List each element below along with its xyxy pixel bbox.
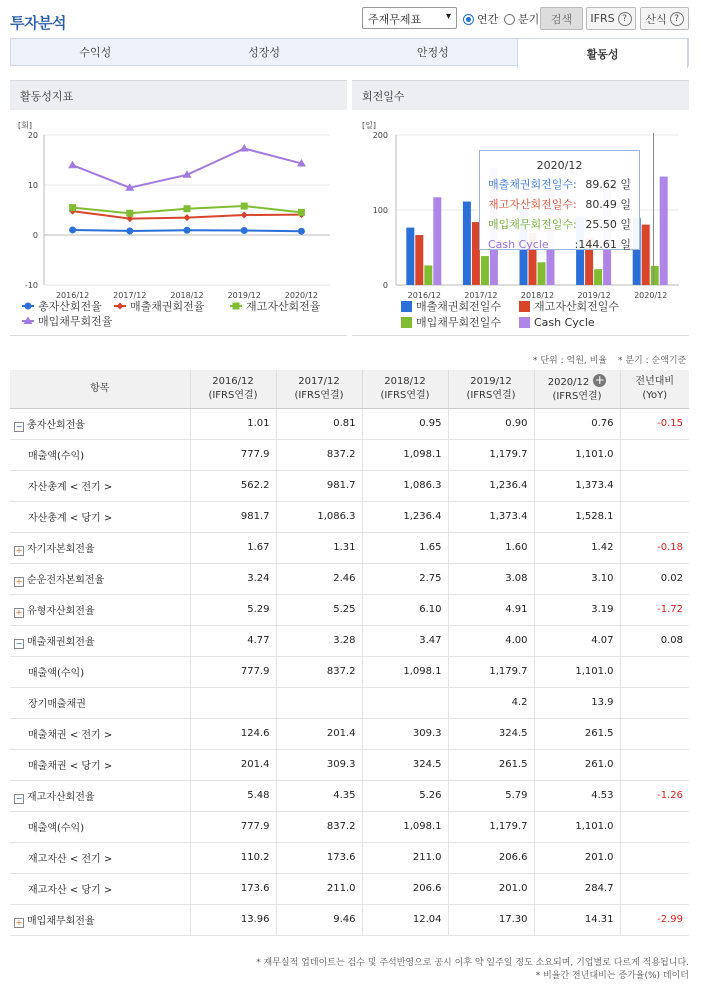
legend-label: 재고자산회전율	[246, 300, 321, 313]
row-label[interactable]: − 총자산회전율	[10, 408, 190, 439]
row-label[interactable]: + 순운전자본회전율	[10, 563, 190, 594]
row-label: 재고자산 < 전기 >	[10, 842, 190, 873]
table-header-row	[10, 370, 689, 408]
y-tick-label: 0	[32, 231, 38, 240]
tab-activity[interactable]: 활동성	[517, 39, 688, 68]
data-point	[184, 214, 191, 221]
data-point	[184, 227, 191, 234]
table-row	[10, 687, 689, 718]
table-row	[10, 501, 689, 532]
value-cell: 5.25	[276, 594, 362, 625]
legend-swatch	[519, 301, 530, 312]
data-point	[240, 144, 249, 152]
footnote-update: * 재무실적 업데이트는 검수 및 주석반영으로 공시 이후 약 일주일 정도 소요되며, 기업별로 다르게 적용됩니다.	[256, 958, 689, 968]
legend-marker	[25, 303, 32, 310]
value-cell: 777.9	[190, 439, 276, 470]
table-row	[10, 625, 689, 656]
value-cell: 777.9	[190, 811, 276, 842]
footnote-yoy: * 비율간 전년대비는 증가율(%) 데이터	[535, 971, 689, 981]
x-tick-label: 2017/12	[464, 291, 498, 300]
value-cell: 261.5	[448, 749, 534, 780]
value-cell: 211.0	[362, 842, 448, 873]
x-tick-label: 2018/12	[520, 291, 555, 300]
value-cell: 4.2	[448, 687, 534, 718]
value-cell: 837.2	[276, 439, 362, 470]
value-cell: 1.60	[448, 532, 534, 563]
statement-select[interactable]	[362, 7, 457, 29]
tab-bar	[10, 38, 689, 66]
panel-title: 회전일수	[352, 80, 689, 110]
formula-label: 산식	[645, 12, 667, 26]
row-label[interactable]: − 매출채권회전율	[10, 625, 190, 656]
legend-label: 매출채권회전율	[130, 300, 205, 313]
radio-annual[interactable]	[463, 11, 498, 27]
tooltip-label: 매출채권회전일수:	[488, 178, 577, 191]
value-cell: 3.10	[534, 563, 620, 594]
value-cell: 5.26	[362, 780, 448, 811]
yoy-cell	[620, 873, 689, 904]
tooltip-value: 89.62 일	[585, 178, 631, 191]
yoy-cell: -0.15	[620, 408, 689, 439]
value-cell: 309.3	[362, 718, 448, 749]
bar	[415, 235, 423, 285]
bar	[433, 197, 441, 285]
value-cell: 1.42	[534, 532, 620, 563]
value-cell: 1,373.4	[448, 501, 534, 532]
value-cell: 3.08	[448, 563, 534, 594]
value-cell: 9.46	[276, 904, 362, 935]
help-icon: ?	[618, 12, 632, 26]
tooltip-row	[488, 235, 631, 255]
data-point	[241, 212, 248, 219]
data-point	[184, 205, 191, 212]
value-cell: 14.31	[534, 904, 620, 935]
data-point	[68, 161, 77, 169]
value-cell: 1.01	[190, 408, 276, 439]
value-cell: 13.9	[534, 687, 620, 718]
tooltip-row	[488, 215, 631, 235]
value-cell: 837.2	[276, 656, 362, 687]
tooltip-row	[488, 195, 631, 215]
table-row	[10, 873, 689, 904]
table-row	[10, 408, 689, 439]
table-row	[10, 718, 689, 749]
value-cell: 3.47	[362, 625, 448, 656]
row-label: 장기매출채권	[10, 687, 190, 718]
legend-label: 매입채무회전율	[38, 315, 113, 328]
value-cell: 4.91	[448, 594, 534, 625]
bar	[481, 256, 489, 285]
row-label[interactable]: + 매입채무회전율	[10, 904, 190, 935]
value-cell: 5.79	[448, 780, 534, 811]
value-cell: 2.75	[362, 563, 448, 594]
value-cell: 5.48	[190, 780, 276, 811]
row-label: 매출액(수익)	[10, 811, 190, 842]
tooltip-value: :144.61 일	[574, 238, 631, 251]
value-cell: 324.5	[448, 718, 534, 749]
data-point	[298, 209, 305, 216]
y-tick-label: 20	[27, 131, 38, 140]
ifrs-label: IFRS	[590, 12, 615, 25]
table-row	[10, 439, 689, 470]
help-icon: ?	[670, 12, 684, 26]
value-cell: 981.7	[190, 501, 276, 532]
value-cell: 3.28	[276, 625, 362, 656]
value-cell: 1,528.1	[534, 501, 620, 532]
chevron-down-icon: ▾	[445, 11, 451, 22]
bar	[424, 265, 432, 285]
value-cell: 837.2	[276, 811, 362, 842]
value-cell: 981.7	[276, 470, 362, 501]
column-header: 2020/12 + (IFRS연결)	[534, 370, 620, 408]
x-tick-label: 2019/12	[577, 291, 611, 300]
legend-label: 총자산회전율	[38, 300, 102, 313]
x-tick-label: 2020/12	[634, 291, 668, 300]
value-cell: 4.53	[534, 780, 620, 811]
yoy-cell: 0.08	[620, 625, 689, 656]
value-cell: 284.7	[534, 873, 620, 904]
value-cell: 211.0	[276, 873, 362, 904]
legend-label: 매출채권회전일수	[416, 300, 502, 313]
bar	[406, 228, 414, 285]
value-cell	[276, 687, 362, 718]
column-header: 항목	[10, 370, 190, 408]
formula-help-button[interactable]	[640, 7, 689, 30]
activity-chart-panel	[10, 80, 347, 336]
x-tick-label: 2016/12	[55, 291, 90, 300]
value-cell: 4.35	[276, 780, 362, 811]
column-header: 전년대비 (YoY)	[620, 370, 689, 408]
row-label: 매출채권 < 전기 >	[10, 718, 190, 749]
bar	[538, 262, 546, 285]
value-cell: 1,236.4	[362, 501, 448, 532]
x-tick-label: 2020/12	[284, 291, 319, 300]
x-tick-label: 2018/12	[170, 291, 204, 300]
table-row	[10, 594, 689, 625]
tooltip-title: 2020/12	[536, 159, 583, 172]
radio-unchecked-icon	[504, 14, 515, 25]
yoy-cell	[620, 811, 689, 842]
column-header: 2016/12 (IFRS연결)	[190, 370, 276, 408]
value-cell: 201.0	[534, 842, 620, 873]
row-label: 재고자산 < 당기 >	[10, 873, 190, 904]
legend-label: 매입채무회전일수	[416, 316, 502, 329]
row-label: 자산총계 < 당기 >	[10, 501, 190, 532]
tooltip-value: 80.49 일	[585, 198, 631, 211]
data-point	[69, 226, 76, 233]
tab-profitability[interactable]: 수익성	[79, 46, 112, 59]
chart-tooltip	[479, 150, 640, 250]
y-tick-label: 200	[372, 131, 388, 140]
yoy-cell: -0.18	[620, 532, 689, 563]
value-cell: 1,373.4	[534, 470, 620, 501]
yoy-cell	[620, 501, 689, 532]
row-label[interactable]: + 자기자본회전율	[10, 532, 190, 563]
y-tick-label: 10	[27, 181, 38, 190]
yoy-cell	[620, 470, 689, 501]
value-cell: 324.5	[362, 749, 448, 780]
add-column-icon[interactable]: +	[594, 372, 605, 387]
value-cell: 173.6	[276, 842, 362, 873]
value-cell: 3.19	[534, 594, 620, 625]
value-cell	[362, 687, 448, 718]
data-point	[126, 210, 133, 217]
legend-swatch	[401, 317, 412, 328]
value-cell: 1,179.7	[448, 439, 534, 470]
column-header: 2018/12 (IFRS연결)	[362, 370, 448, 408]
yoy-cell	[620, 656, 689, 687]
yoy-cell	[620, 718, 689, 749]
yoy-cell	[620, 687, 689, 718]
row-label: 매출액(수익)	[10, 656, 190, 687]
value-cell: 17.30	[448, 904, 534, 935]
row-label: 자산총계 < 전기 >	[10, 470, 190, 501]
value-cell: 0.81	[276, 408, 362, 439]
data-point	[298, 228, 305, 235]
value-cell: 1,101.0	[534, 439, 620, 470]
legend-label: 재고자산회전일수	[534, 300, 620, 313]
value-cell: 1,098.1	[362, 439, 448, 470]
search-button[interactable]: 검색	[540, 7, 583, 30]
y-tick-label: 0	[382, 281, 388, 290]
y-unit-label: [일]	[362, 121, 376, 130]
yoy-cell: 0.02	[620, 563, 689, 594]
value-cell: 201.4	[190, 749, 276, 780]
row-label[interactable]: − 재고자산회전율	[10, 780, 190, 811]
tooltip-label: 재고자산회전일수:	[488, 198, 577, 211]
bar	[660, 177, 668, 285]
value-cell: 5.29	[190, 594, 276, 625]
table-row	[10, 904, 689, 935]
tooltip-label: 매입채무회전일수:	[488, 218, 577, 231]
legend-label: Cash Cycle	[534, 316, 595, 329]
value-cell: 1,086.3	[362, 470, 448, 501]
panel-title: 활동성지표	[10, 80, 347, 110]
legend-swatch	[519, 317, 530, 328]
radio-quarter-label: 분기	[518, 13, 540, 26]
y-unit-label: [회]	[18, 121, 32, 130]
table-row	[10, 656, 689, 687]
value-cell	[190, 687, 276, 718]
row-label: 매출액(수익)	[10, 439, 190, 470]
data-point	[241, 227, 248, 234]
value-cell: 2.46	[276, 563, 362, 594]
expand-icon[interactable]: +	[15, 576, 23, 586]
table-row	[10, 532, 689, 563]
expand-icon[interactable]: +	[15, 917, 23, 927]
data-point	[69, 204, 76, 211]
table-row	[10, 749, 689, 780]
table-row	[10, 780, 689, 811]
value-cell: 261.0	[534, 749, 620, 780]
x-tick-label: 2016/12	[407, 291, 441, 300]
yoy-cell: -1.72	[620, 594, 689, 625]
yoy-cell: -1.26	[620, 780, 689, 811]
value-cell: 1,236.4	[448, 470, 534, 501]
row-label[interactable]: + 유형자산회전율	[10, 594, 190, 625]
yoy-cell	[620, 439, 689, 470]
legend-marker	[233, 303, 240, 310]
quarter-note: * 분기 : 순액기준	[618, 356, 687, 366]
x-tick-label: 2019/12	[227, 291, 261, 300]
x-tick-label: 2017/12	[113, 291, 147, 300]
yoy-cell: -2.99	[620, 904, 689, 935]
column-header: 2017/12 (IFRS연결)	[276, 370, 362, 408]
table-row	[10, 563, 689, 594]
series-line	[73, 149, 302, 188]
table-row	[10, 470, 689, 501]
value-cell: 1.65	[362, 532, 448, 563]
value-cell: 0.95	[362, 408, 448, 439]
bar	[651, 266, 659, 285]
tooltip-row	[488, 175, 631, 195]
value-cell: 1,101.0	[534, 811, 620, 842]
value-cell: 13.96	[190, 904, 276, 935]
table-row	[10, 811, 689, 842]
value-cell: 1.31	[276, 532, 362, 563]
value-cell: 110.2	[190, 842, 276, 873]
tab-stability[interactable]: 안정성	[416, 46, 449, 59]
tab-growth[interactable]: 성장성	[248, 46, 281, 59]
value-cell: 0.76	[534, 408, 620, 439]
yoy-cell	[620, 842, 689, 873]
expand-icon[interactable]: +	[15, 545, 23, 555]
legend-marker	[117, 303, 124, 310]
value-cell: 173.6	[190, 873, 276, 904]
radio-quarter[interactable]	[504, 11, 539, 27]
value-cell: 124.6	[190, 718, 276, 749]
value-cell: 4.00	[448, 625, 534, 656]
bar	[642, 225, 650, 285]
yoy-cell	[620, 749, 689, 780]
value-cell: 4.07	[534, 625, 620, 656]
value-cell: 562.2	[190, 470, 276, 501]
bar	[463, 202, 471, 285]
value-cell: 1,179.7	[448, 811, 534, 842]
value-cell: 12.04	[362, 904, 448, 935]
tooltip-value: 25.50 일	[585, 218, 631, 231]
data-point	[126, 227, 133, 234]
value-cell: 0.90	[448, 408, 534, 439]
value-cell: 261.5	[534, 718, 620, 749]
value-cell: 1,086.3	[276, 501, 362, 532]
activity-table	[10, 370, 689, 936]
column-header: 2019/12 (IFRS연결)	[448, 370, 534, 408]
value-cell: 777.9	[190, 656, 276, 687]
value-cell: 6.10	[362, 594, 448, 625]
value-cell: 1,179.7	[448, 656, 534, 687]
y-tick-label: 100	[372, 206, 388, 215]
page-title: 투자분석	[10, 14, 66, 32]
select-value: 주재무제표	[368, 13, 422, 26]
activity-line-chart	[10, 110, 347, 336]
value-cell: 1,098.1	[362, 811, 448, 842]
radio-checked-icon	[463, 14, 474, 25]
collapse-icon[interactable]: −	[15, 421, 23, 431]
collapse-icon[interactable]: −	[15, 793, 23, 803]
legend-swatch	[401, 301, 412, 312]
value-cell: 206.6	[448, 842, 534, 873]
value-cell: 201.4	[276, 718, 362, 749]
value-cell: 206.6	[362, 873, 448, 904]
data-point	[241, 203, 248, 210]
value-cell: 1,098.1	[362, 656, 448, 687]
row-label: 매출채권 < 당기 >	[10, 749, 190, 780]
unit-note: * 단위 : 억원, 비율	[533, 356, 608, 366]
y-tick-label: -10	[24, 281, 38, 290]
value-cell: 201.0	[448, 873, 534, 904]
value-cell: 1.67	[190, 532, 276, 563]
radio-annual-label: 연간	[477, 13, 499, 26]
ifrs-help-button[interactable]	[586, 7, 636, 30]
table-row	[10, 842, 689, 873]
bar	[594, 269, 602, 285]
value-cell: 309.3	[276, 749, 362, 780]
expand-icon[interactable]: +	[15, 607, 23, 617]
value-cell: 4.77	[190, 625, 276, 656]
collapse-icon[interactable]: −	[15, 638, 23, 648]
value-cell: 1,101.0	[534, 656, 620, 687]
tooltip-label: Cash Cycle	[488, 238, 549, 251]
value-cell: 3.24	[190, 563, 276, 594]
